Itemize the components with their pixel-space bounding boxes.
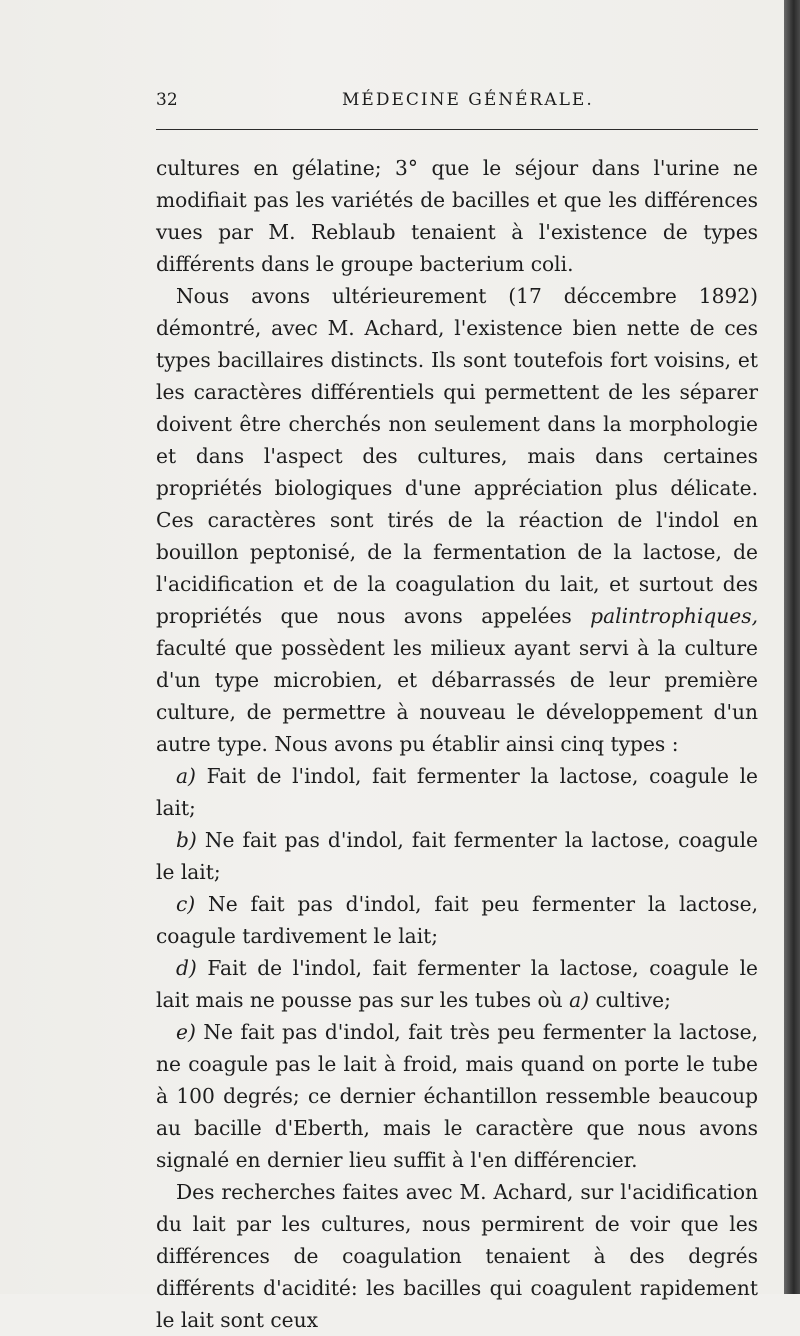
paragraph-2-text-a: Nous avons ultérieurement (17 déccembre 1892) démontré, avec M. Achard, l'existence bien nette de ces types bacillaires distincts. Ils sont toutefois fort voisins, et les caractères différentiels qui permettent de les séparer doivent être cherchés non seulement dans la morphologie et dans l'aspect des cultures, mais dans certaines propriétés biologiques d'une appréciation plus délicate. Ces caractères sont tirés de la réaction de l'indol en bouillon peptonisé, de la fermentation de la lactose, de l'acidification et de la coagulation du lait, et surtout des propriétés que nous avons appelées — [156, 284, 758, 628]
type-d-text-b: cultive; — [589, 988, 671, 1012]
paragraph-1: cultures en gélatine; 3° que le séjour dans l'urine ne modifiait pas les variétés de bacilles et que les différences vues par M. Reblaub tenaient à l'existence de types différents dans le groupe bacterium coli. — [156, 156, 758, 276]
type-c-text: Ne fait pas d'indol, fait peu fermenter la lactose, coagule tardivement le lait; — [156, 892, 758, 948]
book-gutter-edge — [784, 0, 800, 1294]
type-d-text-a: Fait de l'indol, fait fermenter la lactose, coagule le lait mais ne pousse pas sur les tubes où — [156, 956, 758, 1012]
type-e-label: e) — [176, 1020, 196, 1044]
running-head — [156, 90, 758, 116]
paragraph-2 — [156, 280, 758, 760]
type-b-text: Ne fait pas d'indol, fait fermenter la lactose, coagule le lait; — [156, 828, 758, 884]
type-b-label: b) — [176, 828, 197, 852]
paragraph-last: Des recherches faites avec M. Achard, sur l'acidification du lait par les cultures, nous permirent de voir que les différences de coagulation tenaient à des degrés différents d'acidité: les bacilles qui coagulent rapidement le lait sont ceux — [156, 1180, 758, 1332]
paragraph-2-text-b: faculté que possèdent les milieux ayant servi à la culture d'un type microbien, et débarrassés de leur première culture, de permettre à nouveau le développement d'un autre type. Nous avons pu établir ainsi cinq types : — [156, 636, 758, 756]
type-e-item — [156, 1016, 758, 1176]
header-rule — [156, 129, 758, 130]
body-text — [156, 152, 758, 1336]
running-title: MÉDECINE GÉNÉRALE. — [342, 90, 594, 110]
type-b-item — [156, 824, 758, 888]
page-number: 32 — [156, 90, 178, 110]
palintrophiques-term: palintrophiques, — [590, 604, 758, 628]
type-e-text: Ne fait pas d'indol, fait très peu fermenter la lactose, ne coagule pas le lait à froid, mais quand on porte le tube à 100 degrés; ce dernier échantillon ressemble beaucoup au bacille d'Eberth, mais le caractère que nous avons signalé en dernier lieu suffit à l'en différencier. — [156, 1020, 758, 1172]
type-a-label: a) — [176, 764, 196, 788]
type-d-item — [156, 952, 758, 1016]
type-d-ref: a) — [569, 988, 590, 1012]
type-a-item — [156, 760, 758, 824]
type-a-text: Fait de l'indol, fait fermenter la lactose, coagule le lait; — [156, 764, 758, 820]
type-c-label: c) — [176, 892, 196, 916]
type-c-item — [156, 888, 758, 952]
type-d-label: d) — [176, 956, 197, 980]
